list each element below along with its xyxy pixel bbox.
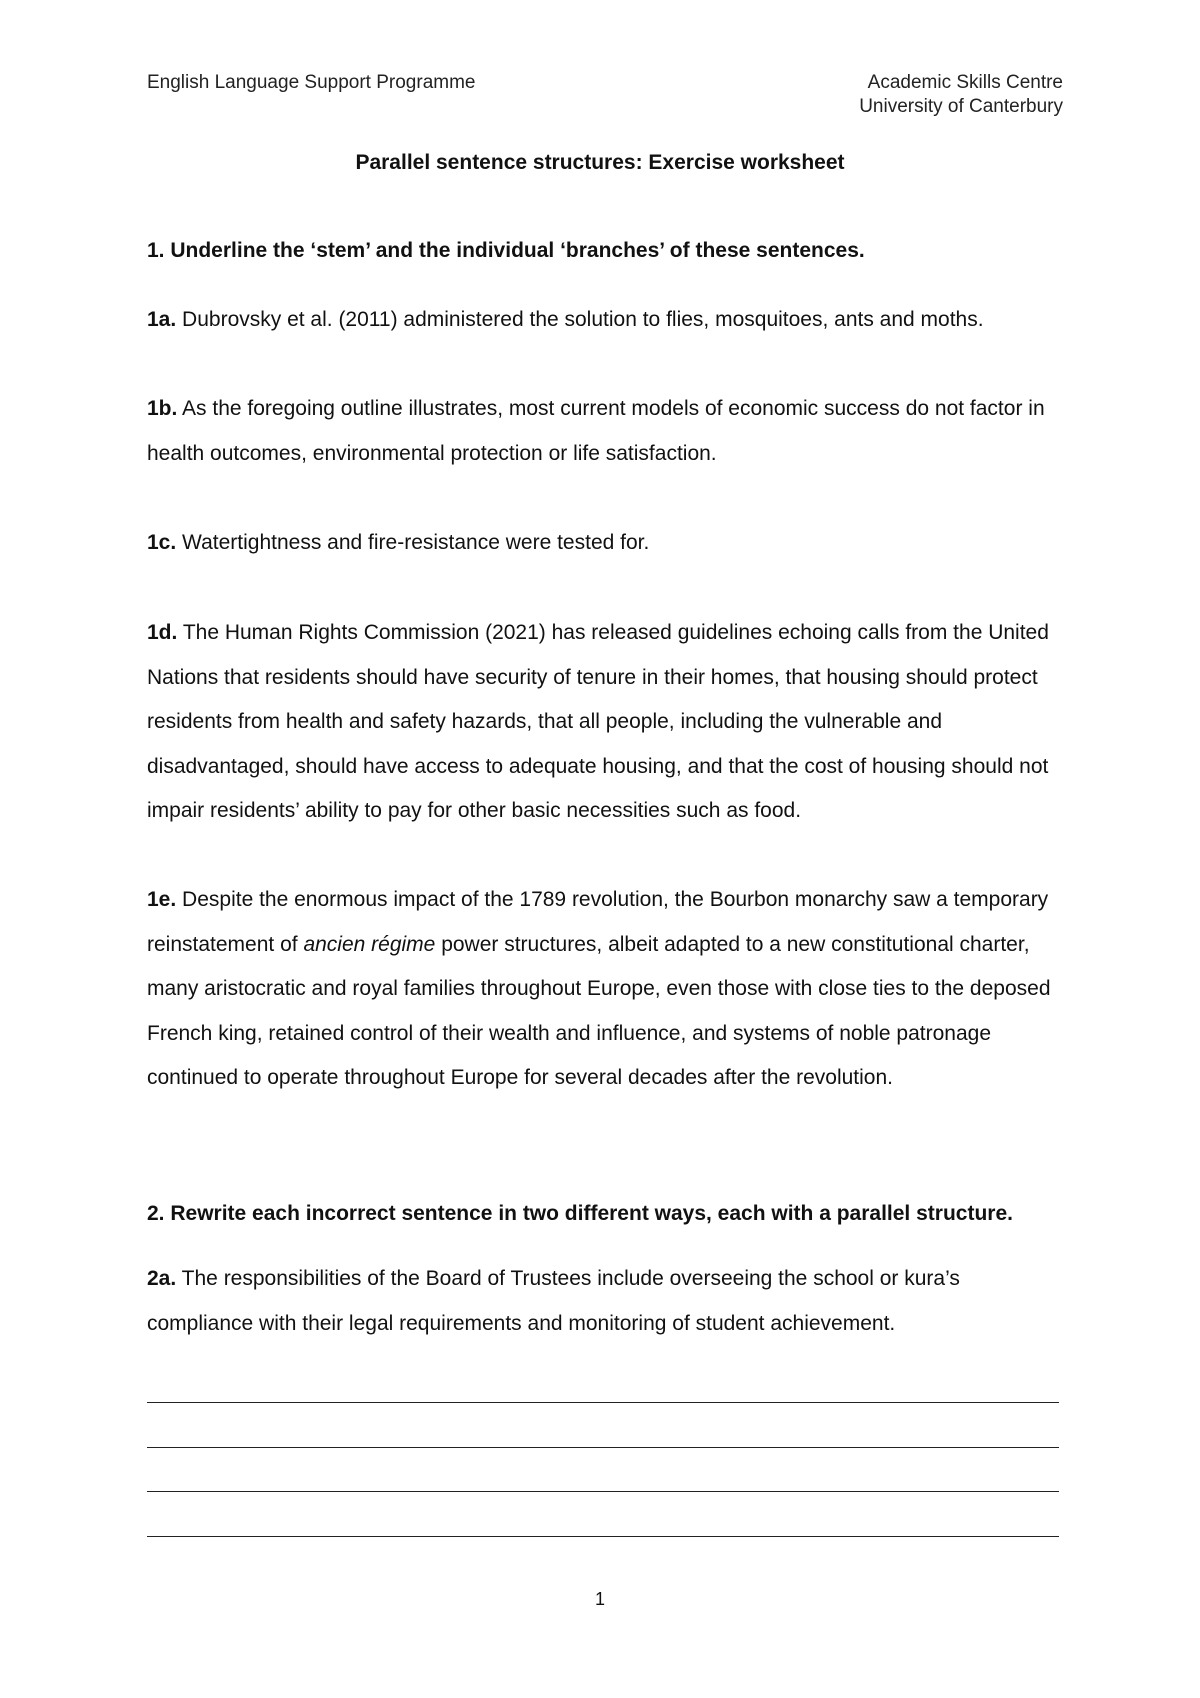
question-1d — [147, 611, 1067, 834]
question-1a — [147, 298, 1067, 343]
question-1c — [147, 521, 1067, 566]
question-2a — [147, 1257, 1067, 1346]
question-1e — [147, 878, 1067, 1101]
question-text: As the foregoing outline illustrates, most current models of economic success do not factor in health outcomes, environmental protection or life satisfaction. — [147, 397, 1045, 465]
question-1b — [147, 387, 1067, 476]
header-institution — [859, 71, 1063, 119]
question-text-start: Despite the enormous impact of the 1789 revolution, the Bourbon monarchy saw a temporary reinstatement of — [147, 888, 1049, 956]
question-text-italic: ancien régime — [303, 932, 436, 956]
question-text: The Human Rights Commission (2021) has released guidelines echoing calls from the United Nations that residents should have security of tenure in their homes, that housing should protect residents from health and safety hazards, that all people, including the vulnerable and disadvantaged, should have access to adequate housing, and that the cost of housing should not impair residents’ ability to pay for other basic necessities such as food. — [147, 621, 1049, 822]
header-centre: Academic Skills Centre — [867, 72, 1063, 93]
question-label: 1e. — [147, 888, 177, 911]
answer-line[interactable] — [147, 1536, 1059, 1537]
page-number: 1 — [594, 1589, 605, 1609]
answer-line[interactable] — [147, 1447, 1059, 1448]
question-label: 1b. — [147, 397, 178, 420]
section-2-heading: 2. Rewrite each incorrect sentence in two different ways, each with a parallel structure. — [147, 1202, 1013, 1225]
question-label: 1a. — [147, 308, 177, 331]
question-label: 1c. — [147, 531, 177, 554]
question-label: 2a. — [147, 1267, 177, 1290]
header-university: University of Canterbury — [859, 96, 1063, 117]
answer-line[interactable] — [147, 1491, 1059, 1492]
section-1-heading: 1. Underline the ‘stem’ and the individual ‘branches’ of these sentences. — [147, 239, 865, 262]
question-text: The responsibilities of the Board of Trustees include overseeing the school or kura’s compliance with their legal requirements and monitoring of student achievement. — [147, 1267, 960, 1335]
question-text-end: power structures, albeit adapted to a new constitutional charter, many aristocratic and royal families throughout Europe, even those with close ties to the deposed French king, retained control of their wealth and influence, and systems of noble patronage continued to operate throughout Europe for several decades after the revolution. — [147, 932, 1051, 1089]
answer-line[interactable] — [147, 1402, 1059, 1403]
question-label: 1d. — [147, 621, 178, 644]
header-programme: English Language Support Programme — [147, 72, 476, 93]
page-title: Parallel sentence structures: Exercise worksheet — [355, 151, 845, 174]
question-text: Watertightness and fire-resistance were tested for. — [182, 531, 650, 554]
question-text: Dubrovsky et al. (2011) administered the solution to flies, mosquitoes, ants and moths. — [182, 308, 984, 331]
